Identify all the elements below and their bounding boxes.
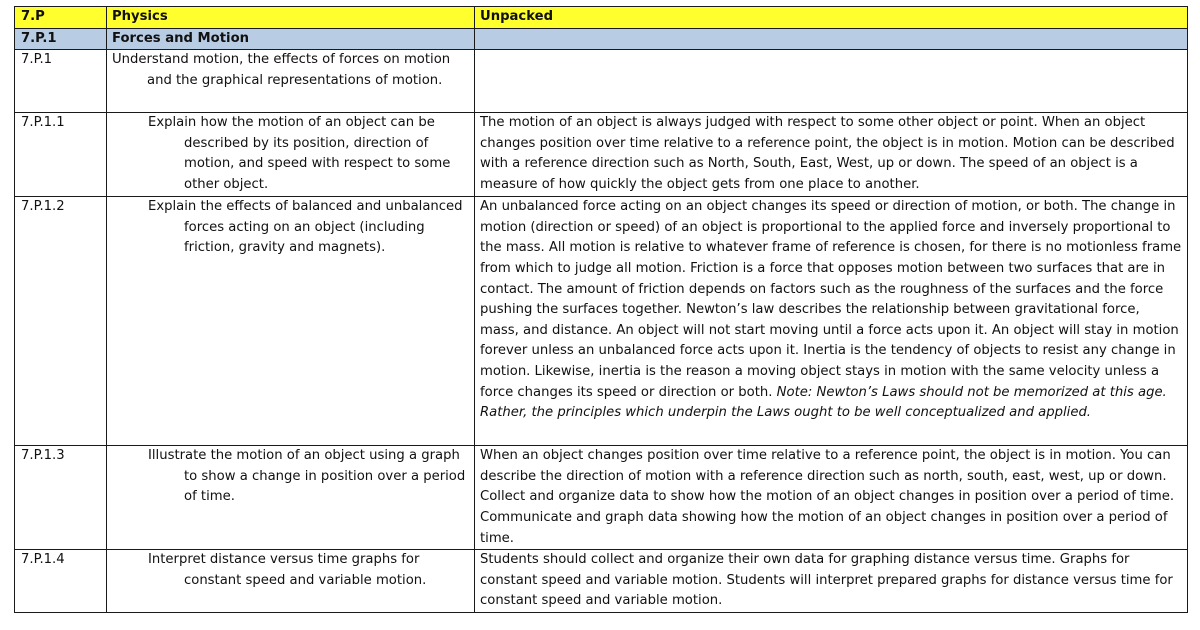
- row-code: 7.P.1.3: [15, 446, 107, 550]
- row-objective: [107, 550, 475, 613]
- unpacked-text: When an object changes position over time relative to a reference point, the object is in motion. You can describe the direction of motion with a reference direction such as north, south, east, west, up or down. Collect and organize data to show how the motion of an object changes in position over a period of time. Communicate and graph data showing how the motion of an object changes in position over a period of time.: [480, 448, 1175, 546]
- section-code: 7.P.1: [15, 28, 107, 50]
- row-objective: [107, 446, 475, 550]
- row-objective: [107, 50, 475, 113]
- table-row: [15, 197, 1188, 446]
- table-row: [15, 50, 1188, 113]
- objective-text: Understand motion, the effects of forces on motion and the graphical representations of motion.: [112, 52, 451, 88]
- row-objective: [107, 197, 475, 446]
- objective-text: Interpret distance versus time graphs for constant speed and variable motion.: [148, 552, 427, 588]
- row-objective: [107, 113, 475, 197]
- header-subject: Physics: [107, 7, 475, 29]
- row-code: 7.P.1.4: [15, 550, 107, 613]
- row-unpacked: [475, 446, 1188, 550]
- standards-table: [14, 6, 1188, 613]
- row-code: 7.P.1.1: [15, 113, 107, 197]
- section-unpacked: [475, 28, 1188, 50]
- row-unpacked: [475, 113, 1188, 197]
- table-row: [15, 550, 1188, 613]
- table-row: [15, 446, 1188, 550]
- table-row: [15, 113, 1188, 197]
- objective-text: Explain how the motion of an object can be described by its position, direction of motion, and speed with respect to some other object.: [148, 115, 451, 192]
- table-header-row: [15, 7, 1188, 29]
- row-code: 7.P.1: [15, 50, 107, 113]
- objective-text: Illustrate the motion of an object using a graph to show a change in position over a period of time.: [148, 448, 466, 505]
- section-title: Forces and Motion: [107, 28, 475, 50]
- section-row: [15, 28, 1188, 50]
- unpacked-note: Note: Newton’s Laws should not be memorized at this age. Rather, the principles which underpin the Laws ought to be well conceptualized and applied.: [480, 384, 1167, 421]
- unpacked-text: The motion of an object is always judged with respect to some other object or point. When an object changes position over time relative to a reference point, the object is in motion. Motion can be described with a reference direction such as North, South, East, West, up or down. The speed of an object is a measure of how quickly the object gets from one place to another.: [480, 115, 1175, 192]
- row-unpacked: [475, 50, 1188, 113]
- header-code: 7.P: [15, 7, 107, 29]
- row-unpacked: [475, 550, 1188, 613]
- row-unpacked: [475, 197, 1188, 446]
- objective-text: Explain the effects of balanced and unbalanced forces acting on an object (including friction, gravity and magnets).: [148, 199, 463, 256]
- unpacked-text: An unbalanced force acting on an object changes its speed or direction of motion, or both. The change in motion (direction or speed) of an object is proportional to the applied force and inversely proportional to the mass. All motion is relative to whatever frame of reference is chosen, for there is no motionless frame from which to judge all motion. Friction is a force that opposes motion between two surfaces that are in contact. The amount of friction depends on factors such as the roughness of the surfaces and the force pushing the surfaces together. Newton’s law describes the relationship between gravitational force, mass, and distance. An object will not start moving until a force acts upon it. An object will stay in motion forever unless an unbalanced force acts upon it. Inertia is the tendency of objects to resist any change in motion. Likewise, inertia is the reason a moving object stays in motion with the same velocity unless a force changes its speed or direction or both.: [480, 199, 1182, 400]
- header-unpacked: Unpacked: [475, 7, 1188, 29]
- unpacked-text: Students should collect and organize their own data for graphing distance versus time. Graphs for constant speed and variable motion. Students will interpret prepared graphs for distance versus time for constant speed and variable motion.: [480, 552, 1173, 609]
- row-code: 7.P.1.2: [15, 197, 107, 446]
